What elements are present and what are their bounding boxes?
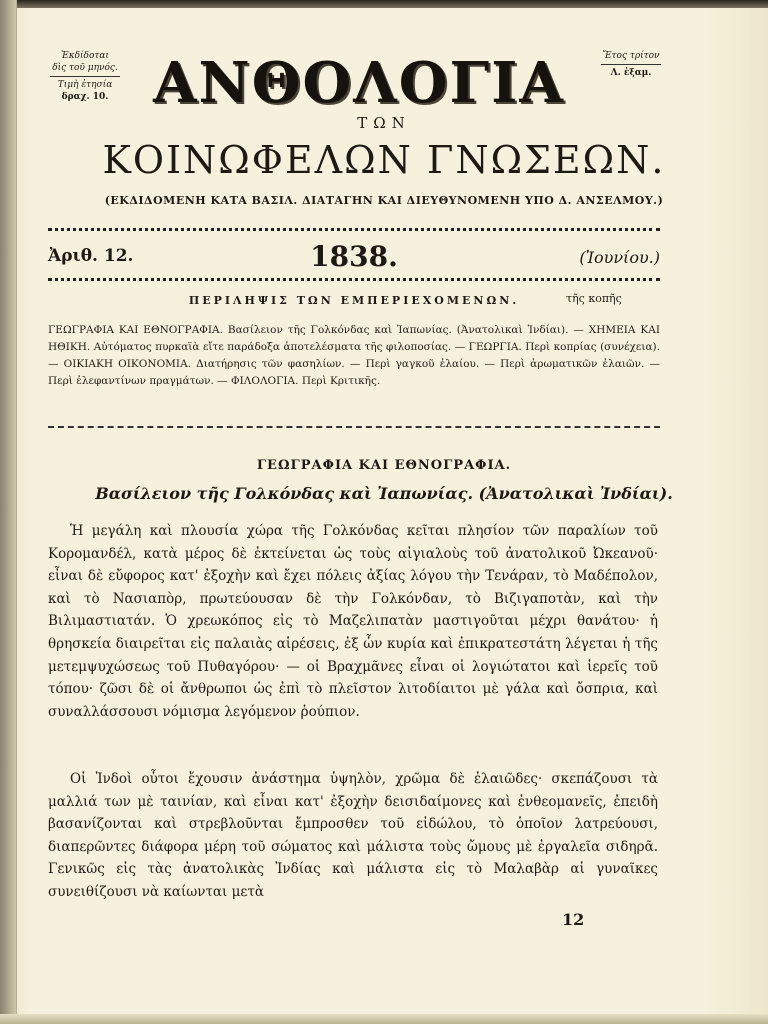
ornamental-rule — [48, 426, 660, 428]
contents-heading: ΠΕΡΙΛΗΨΙΣ ΤΩΝ ΕΜΠΕΡΙΕΧΟΜΕΝΩΝ. — [188, 294, 520, 307]
publication-subtitle: (ΕΚΔΙΔΟΜΕΝΗ ΚΑΤΑ ΒΑΣΙΛ. ΔΙΑΤΑΓΗΝ ΚΑΙ ΔΙΕΥΘΥΝΟΜΕΝΗ ΥΠΟ Δ. ΑΝΣΕΛΜΟΥ.) — [104, 194, 664, 207]
article-paragraph: Ἡ μεγάλη καὶ πλουσία χώρα τῆς Γολκόνδας κεῖται πλησίον τῶν παραλίων τοῦ Κορομανδέλ, κατὰ μέρος δὲ ἐκτείνεται ὡς τοὺς αἰγιαλοὺς τοῦ ἀνατολικοῦ Ὠκεανοῦ· εἶναι δὲ εὔφορος κατ' ἐξοχὴν καὶ ἔχει πόλεις ἀξίας λόγου τὴν Τενάραν, τὸ Μαδέπολον, καὶ τὸ Νασιαπὸρ, πρωτεύουσαν δὲ τὴν Γολκόνδαν, τὸ Βιζιγαποτὰν, καὶ τὴν Βιλιμαστιατάν. Ὁ χρεωκόπος εἰς τὸ Μαζελιπατὰν μαστιγοῦται μέχρι θανάτου· ἡ θρησκεία διαιρεῖται εἰς παλαιὰς αἱρέσεις, ἐξ ὧν κυρία καὶ ἐπικρατεστάτη λέγεται ἡ τῆς μετεμψυχώσεως τοῦ Πυθαγόρου· — οἱ Βραχμᾶνες εἶναι οἱ λογιώτατοι καὶ ἱερεῖς τοῦ τόπου· ζῶσι δὲ οἱ ἄνθρωποι ὡς ἐπὶ τὸ πλεῖστον λιτοδίαιτοι μὲ γάλα καὶ ὄσπρια, καὶ συναλλάσσουσι νόμισμα λεγόμενον ῥούπιον. — [48, 523, 658, 720]
ornamental-rule — [48, 278, 660, 281]
year-note — [596, 50, 666, 79]
subscription-note-line: Τιμὴ ἐτησία — [57, 80, 113, 90]
section-heading: ΓΕΩΓΡΑΦΙΑ ΚΑΙ ΕΘΝΟΓΡΑΦΙΑ. — [256, 458, 512, 473]
ornamental-rule — [48, 228, 660, 231]
subscription-note-line: Ἐκδίδοται — [61, 51, 109, 61]
issue-month: (Ἰουνίου.) — [579, 248, 660, 267]
divider — [601, 64, 661, 65]
page-number: 12 — [562, 910, 585, 929]
article-title: Βασίλειον τῆς Γολκόνδας καὶ Ἰαπωνίας. (Ἀνατολικαὶ Ἰνδίαι). — [95, 484, 673, 503]
subscription-note-line: δραχ. 10. — [61, 92, 109, 102]
publication-title: ΚΟΙΝΩΦΕΛΩΝ ΓΝΩΣΕΩΝ. — [102, 138, 666, 182]
issue-number: Ἀριθ. 12. — [48, 246, 134, 266]
masthead-article: ΤΩΝ — [357, 114, 411, 132]
subscription-note-line: δὶς τοῦ μηνός. — [52, 63, 118, 73]
contents-summary: ΓΕΩΓΡΑΦΙΑ ΚΑΙ ΕΘΝΟΓΡΑΦΙΑ. Βασίλειον τῆς Γολκόνδας καὶ Ἰαπωνίας. (Ἀνατολικαὶ Ἰνδίαι). — ΧΗΜΕΙΑ ΚΑΙ ΗΘΙΚΗ. Αὐτόματος πυρκαϊὰ εἴτε παράδοξα ἀποτελέσματα τῆς φιλοποσίας. — ΓΕΩΡΓΙΑ. Περὶ κοπρίας (συνέχεια). — ΟΙΚΙΑΚΗ ΟΙΚΟΝΟΜΙΑ. Διατήρησις τῶν φασηλίων. — Περὶ γαγκοῦ ἐλαίου. — Περὶ ἀρωματικῶν ἐλαιῶν. — Περὶ ἐλεφαντίνων πραγμάτων. — ΦΙΛΟΛΟΓΙΑ. Περὶ Κριτικῆς. — [48, 324, 660, 387]
page-bottom-edge — [0, 1014, 768, 1024]
divider — [50, 76, 120, 77]
article-paragraph: Οἱ Ἰνδοὶ οὗτοι ἔχουσιν ἀνάστημα ὑψηλὸν, χρῶμα δὲ ἐλαιῶδες· σκεπάζουσι τὰ μαλλιά των μὲ ταινίαν, καὶ εἶναι κατ' ἐξοχὴν δεισιδαίμονες καὶ ἐνθεομανεῖς, ἐπειδὴ βασανίζονται καὶ στρεβλοῦνται ἔμπροσθεν τοῦ εἰδώλου, τὸ ὁποῖον λατρεύουσι, διαπερῶντες διάφορα μέρη τοῦ σώματος καὶ μάλιστα τοὺς ὤμους μὲ ἐργαλεῖα σιδηρᾶ. Γενικῶς εἰς τὰς ἀνατολικὰς Ἰνδίας καὶ μάλιστα εἰς τὸ Μαλαβὰρ αἱ γυναῖκες συνειθίζουσι νὰ καίωνται μετὰ — [48, 771, 658, 900]
year-note-line: Λ. ἐξαμ. — [610, 68, 652, 78]
issue-year: 1838. — [310, 240, 398, 273]
masthead-title: ΑΝΘΟΛΟΓΙΑ — [153, 50, 565, 116]
year-note-line: Ἔτος τρίτον — [602, 51, 660, 61]
contents-corner-note: τῆς κοπῆς — [566, 292, 622, 305]
subscription-note — [40, 50, 130, 103]
page-top-edge — [0, 0, 768, 8]
issue-info — [48, 240, 660, 274]
